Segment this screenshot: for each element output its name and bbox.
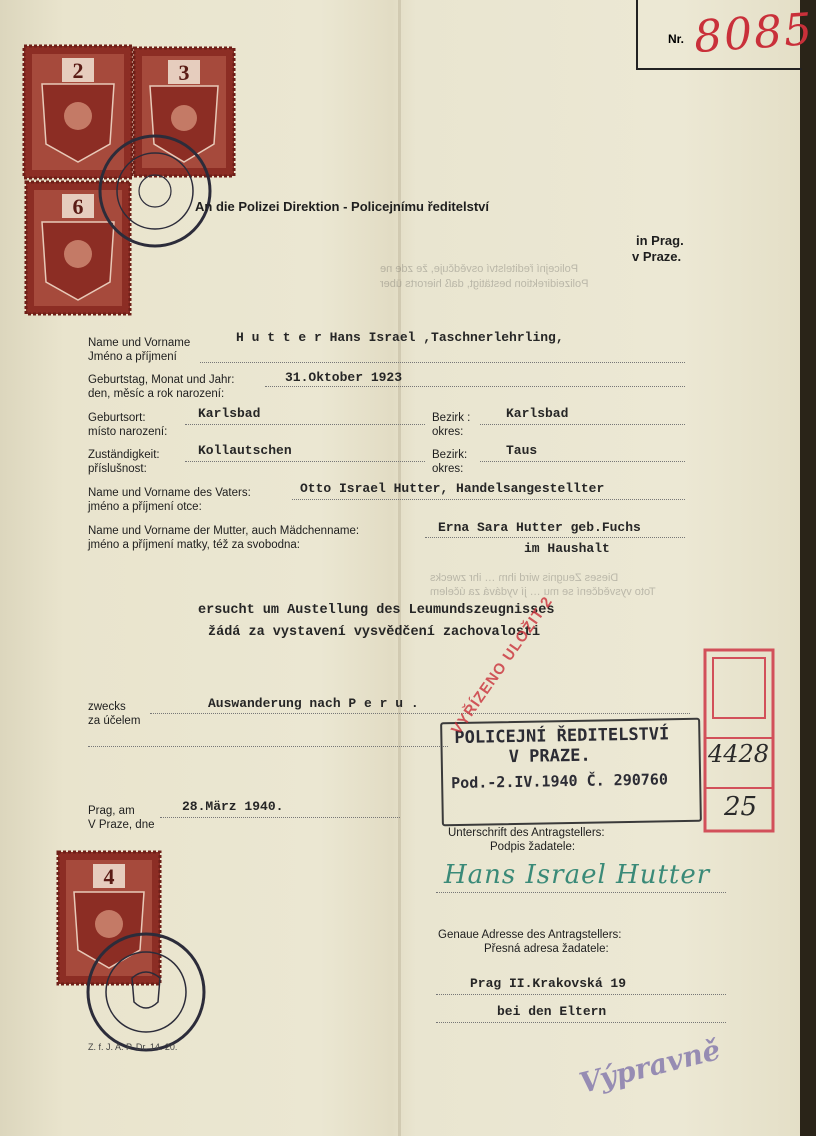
stamp-value: 2 xyxy=(72,58,84,83)
address-label-cz: Přesná adresa žadatele: xyxy=(484,943,609,955)
district2-label-cz: okres: xyxy=(432,463,464,475)
birthplace-label-de: Geburtsort: xyxy=(88,412,146,424)
domicile-label-cz: příslušnost: xyxy=(88,463,147,475)
date-label-de: Prag, am xyxy=(88,805,135,817)
police-stamp-line2: V PRAZE. xyxy=(508,745,591,768)
signature-label-de: Unterschrift des Antragstellers: xyxy=(448,827,605,839)
addressee: An die Polizei Direktion - Policejnímu ředitelství xyxy=(195,199,490,214)
district2-value: Taus xyxy=(506,443,538,458)
birth-value: 31.Oktober 1923 xyxy=(285,370,403,385)
birthplace-value: Karlsbad xyxy=(198,406,261,421)
round-seal-icon xyxy=(96,132,214,250)
birth-label-de: Geburtstag, Monat und Jahr: xyxy=(88,374,235,386)
mother-value: Erna Sara Hutter geb.Fuchs xyxy=(438,520,641,535)
nr-label: Nr. xyxy=(668,32,685,46)
svg-text:6: 6 xyxy=(72,194,84,219)
district1-value: Karlsbad xyxy=(506,406,569,421)
red-overlay-stamp: VYŘÍZENO ULOŽIT 2 xyxy=(448,593,557,738)
request-cz: žádá za vystavení vysvědčení zachovalosti xyxy=(208,625,541,640)
district1-label-de: Bezirk : xyxy=(432,412,471,424)
district2-label-de: Bezirk: xyxy=(432,449,468,461)
police-stamp-line1: POLICEJNÍ ŘEDITELSTVÍ xyxy=(454,724,670,749)
police-stamp-line3: Pod.-2.IV.1940 Č. 290760 xyxy=(451,770,669,793)
violet-stamp: Výpravně xyxy=(576,1033,724,1100)
purpose-label-de: zwecks xyxy=(88,701,126,713)
request-de: ersucht um Austellung des Leumundszeugnisses xyxy=(198,603,555,618)
father-label-de: Name und Vorname des Vaters: xyxy=(88,487,251,499)
purpose-value: Auswanderung nach P e r u . xyxy=(208,696,419,711)
bleed-through-text: Policejní ředitelství osvědčuje, že zde ne xyxy=(380,263,579,275)
footer-print: Z. f. J. A. P. Dr. 14. 20. xyxy=(88,1042,178,1052)
name-label-de: Name und Vorname xyxy=(88,337,191,349)
domicile-label-de: Zuständigkeit: xyxy=(88,449,160,461)
fold-line xyxy=(398,0,401,1136)
bleed-through-text: Toto vysvědčení se mu … jí vydává za účelem xyxy=(430,586,656,598)
father-value: Otto Israel Hutter, Handelsangestellter xyxy=(300,481,605,496)
purpose-label-cz: za účelem xyxy=(88,715,141,727)
name-label-cz: Jméno a příjmení xyxy=(88,351,177,363)
red-box-number-bottom: 25 xyxy=(724,792,758,822)
mother-label-cz: jméno a příjmení matky, též za svobodna: xyxy=(88,539,300,551)
domicile-value: Kollautschen xyxy=(198,443,292,458)
number-box xyxy=(636,0,816,70)
date-label-cz: V Praze, dne xyxy=(88,819,155,831)
signature-label-cz: Podpis žadatele: xyxy=(490,841,576,853)
name-value: H u t t e r Hans Israel ,Taschnerlehrling, xyxy=(236,330,564,345)
bleed-through-text: Polizeidirektion bestätigt, daß hierorts über xyxy=(380,278,589,290)
birth-label-cz: den, měsíc a rok narození: xyxy=(88,388,225,400)
father-label-cz: jméno a příjmení otce: xyxy=(88,501,202,513)
address-line1: Prag II.Krakovská 19 xyxy=(470,976,627,991)
signature: Hans Israel Hutter xyxy=(444,860,711,890)
nr-handwritten: 8085 xyxy=(692,3,816,64)
svg-text:4: 4 xyxy=(103,864,115,889)
bleed-through-text: Dieses Zeugnis wird ihm … ihr zwecks xyxy=(430,572,619,584)
svg-text:3: 3 xyxy=(178,60,190,85)
address-label-de: Genaue Adresse des Antragstellers: xyxy=(438,929,622,941)
police-stamp xyxy=(440,718,702,827)
address-line2: bei den Eltern xyxy=(497,1004,607,1019)
district1-label-cz: okres: xyxy=(432,426,464,438)
round-seal-icon xyxy=(84,930,208,1054)
mother-label-de: Name und Vorname der Mutter, auch Mädchenname: xyxy=(88,525,360,537)
city-de: in Prag. xyxy=(636,233,684,248)
date-value: 28.März 1940. xyxy=(182,799,284,814)
birthplace-label-cz: místo narození: xyxy=(88,426,168,438)
red-box-number-top: 4428 xyxy=(708,740,770,768)
city-cz: v Praze. xyxy=(632,249,682,264)
mother-occupation: im Haushalt xyxy=(524,541,610,556)
